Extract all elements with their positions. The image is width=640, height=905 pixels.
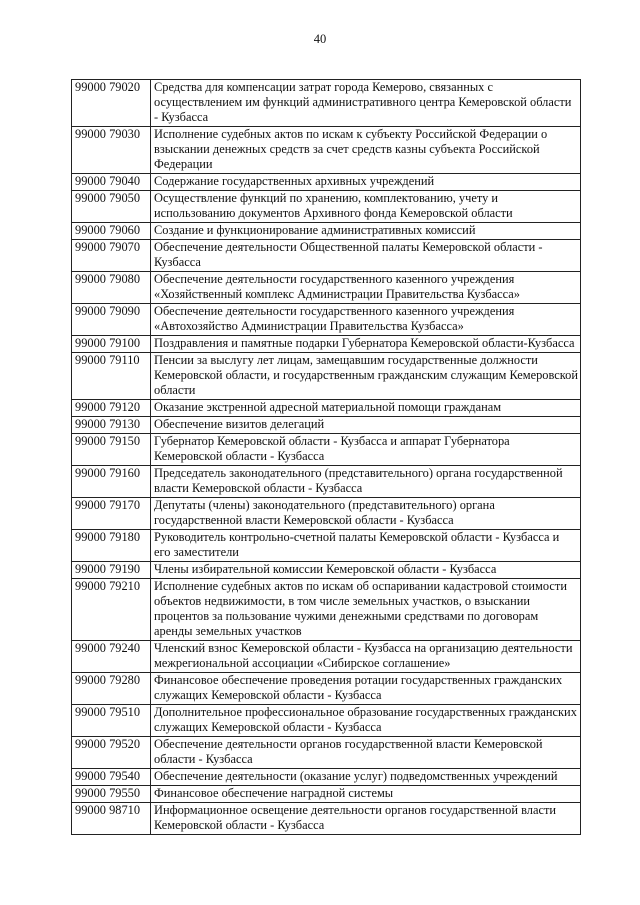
row-code: 99000 79170 <box>72 498 151 530</box>
table-row <box>72 673 581 705</box>
table-row <box>72 641 581 673</box>
row-code: 99000 79130 <box>72 417 151 434</box>
table-row <box>72 174 581 191</box>
table-row <box>72 498 581 530</box>
row-description: Финансовое обеспечение наградной системы <box>151 786 581 803</box>
row-code: 99000 79020 <box>72 80 151 127</box>
row-description: Членский взнос Кемеровской области - Кузбасса на организацию деятельности межрегиональной ассоциации «Сибирское соглашение» <box>151 641 581 673</box>
row-code: 99000 79150 <box>72 434 151 466</box>
row-code: 99000 79240 <box>72 641 151 673</box>
row-description: Содержание государственных архивных учреждений <box>151 174 581 191</box>
table-row <box>72 304 581 336</box>
row-description: Исполнение судебных актов по искам об оспаривании кадастровой стоимости объектов недвижимости, в том числе земельных участков, о взыскании процентов за пользование чужими денежными средствами по договорам аренды земельных участков <box>151 579 581 641</box>
row-description: Обеспечение деятельности (оказание услуг) подведомственных учреждений <box>151 769 581 786</box>
table-row <box>72 417 581 434</box>
page-number: 40 <box>313 32 327 46</box>
row-code: 99000 98710 <box>72 803 151 835</box>
table-body <box>72 80 581 835</box>
row-description: Исполнение судебных актов по искам к субъекту Российской Федерации о взыскании денежных средств за счет средств казны субъекта Российской Федерации <box>151 127 581 174</box>
row-description: Депутаты (члены) законодательного (представительного) органа государственной власти Кемеровской области - Кузбасса <box>151 498 581 530</box>
row-description: Обеспечение деятельности органов государственной власти Кемеровской области - Кузбасса <box>151 737 581 769</box>
row-code: 99000 79160 <box>72 466 151 498</box>
table-row <box>72 272 581 304</box>
row-description: Финансовое обеспечение проведения ротации государственных гражданских служащих Кемеровской области - Кузбасса <box>151 673 581 705</box>
row-code: 99000 79120 <box>72 400 151 417</box>
row-description: Информационное освещение деятельности органов государственной власти Кемеровской области - Кузбасса <box>151 803 581 835</box>
table-row <box>72 769 581 786</box>
row-description: Пенсии за выслугу лет лицам, замещавшим государственные должности Кемеровской области, и государственным гражданским служащим Кемеровской области <box>151 353 581 400</box>
table-row <box>72 336 581 353</box>
table-row <box>72 191 581 223</box>
row-description: Обеспечение деятельности государственного казенного учреждения «Автохозяйство Администрации Правительства Кузбасса» <box>151 304 581 336</box>
table-row <box>72 737 581 769</box>
budget-code-table <box>71 79 581 835</box>
table-row <box>72 223 581 240</box>
row-description: Председатель законодательного (представительного) органа государственной власти Кемеровской области - Кузбасса <box>151 466 581 498</box>
row-description: Средства для компенсации затрат города Кемерово, связанных с осуществлением им функций административного центра Кемеровской области - Кузбасса <box>151 80 581 127</box>
table-row <box>72 353 581 400</box>
row-code: 99000 79050 <box>72 191 151 223</box>
row-code: 99000 79030 <box>72 127 151 174</box>
row-description: Руководитель контрольно-счетной палаты Кемеровской области - Кузбасса и его заместители <box>151 530 581 562</box>
row-code: 99000 79280 <box>72 673 151 705</box>
table-row <box>72 562 581 579</box>
row-code: 99000 79090 <box>72 304 151 336</box>
row-code: 99000 79190 <box>72 562 151 579</box>
row-code: 99000 79040 <box>72 174 151 191</box>
table-row <box>72 579 581 641</box>
row-description: Обеспечение деятельности Общественной палаты Кемеровской области - Кузбасса <box>151 240 581 272</box>
row-code: 99000 79540 <box>72 769 151 786</box>
table-row <box>72 80 581 127</box>
table-row <box>72 530 581 562</box>
row-code: 99000 79080 <box>72 272 151 304</box>
row-description: Обеспечение деятельности государственного казенного учреждения «Хозяйственный комплекс Администрации Правительства Кузбасса» <box>151 272 581 304</box>
row-code: 99000 79550 <box>72 786 151 803</box>
row-code: 99000 79100 <box>72 336 151 353</box>
row-description: Поздравления и памятные подарки Губернатора Кемеровской области-Кузбасса <box>151 336 581 353</box>
row-description: Осуществление функций по хранению, комплектованию, учету и использованию документов Архивного фонда Кемеровской области <box>151 191 581 223</box>
table-row <box>72 434 581 466</box>
row-description: Губернатор Кемеровской области - Кузбасса и аппарат Губернатора Кемеровской области - Кузбасса <box>151 434 581 466</box>
table-row <box>72 127 581 174</box>
row-description: Члены избирательной комиссии Кемеровской области - Кузбасса <box>151 562 581 579</box>
table-row <box>72 466 581 498</box>
row-description: Дополнительное профессиональное образование государственных гражданских служащих Кемеровской области - Кузбасса <box>151 705 581 737</box>
table-row <box>72 803 581 835</box>
row-description: Оказание экстренной адресной материальной помощи гражданам <box>151 400 581 417</box>
row-code: 99000 79180 <box>72 530 151 562</box>
table-row <box>72 705 581 737</box>
row-code: 99000 79510 <box>72 705 151 737</box>
row-description: Обеспечение визитов делегаций <box>151 417 581 434</box>
row-code: 99000 79060 <box>72 223 151 240</box>
table-row <box>72 240 581 272</box>
table-row <box>72 400 581 417</box>
row-code: 99000 79210 <box>72 579 151 641</box>
row-code: 99000 79070 <box>72 240 151 272</box>
row-code: 99000 79520 <box>72 737 151 769</box>
row-description: Создание и функционирование административных комиссий <box>151 223 581 240</box>
table-row <box>72 786 581 803</box>
row-code: 99000 79110 <box>72 353 151 400</box>
